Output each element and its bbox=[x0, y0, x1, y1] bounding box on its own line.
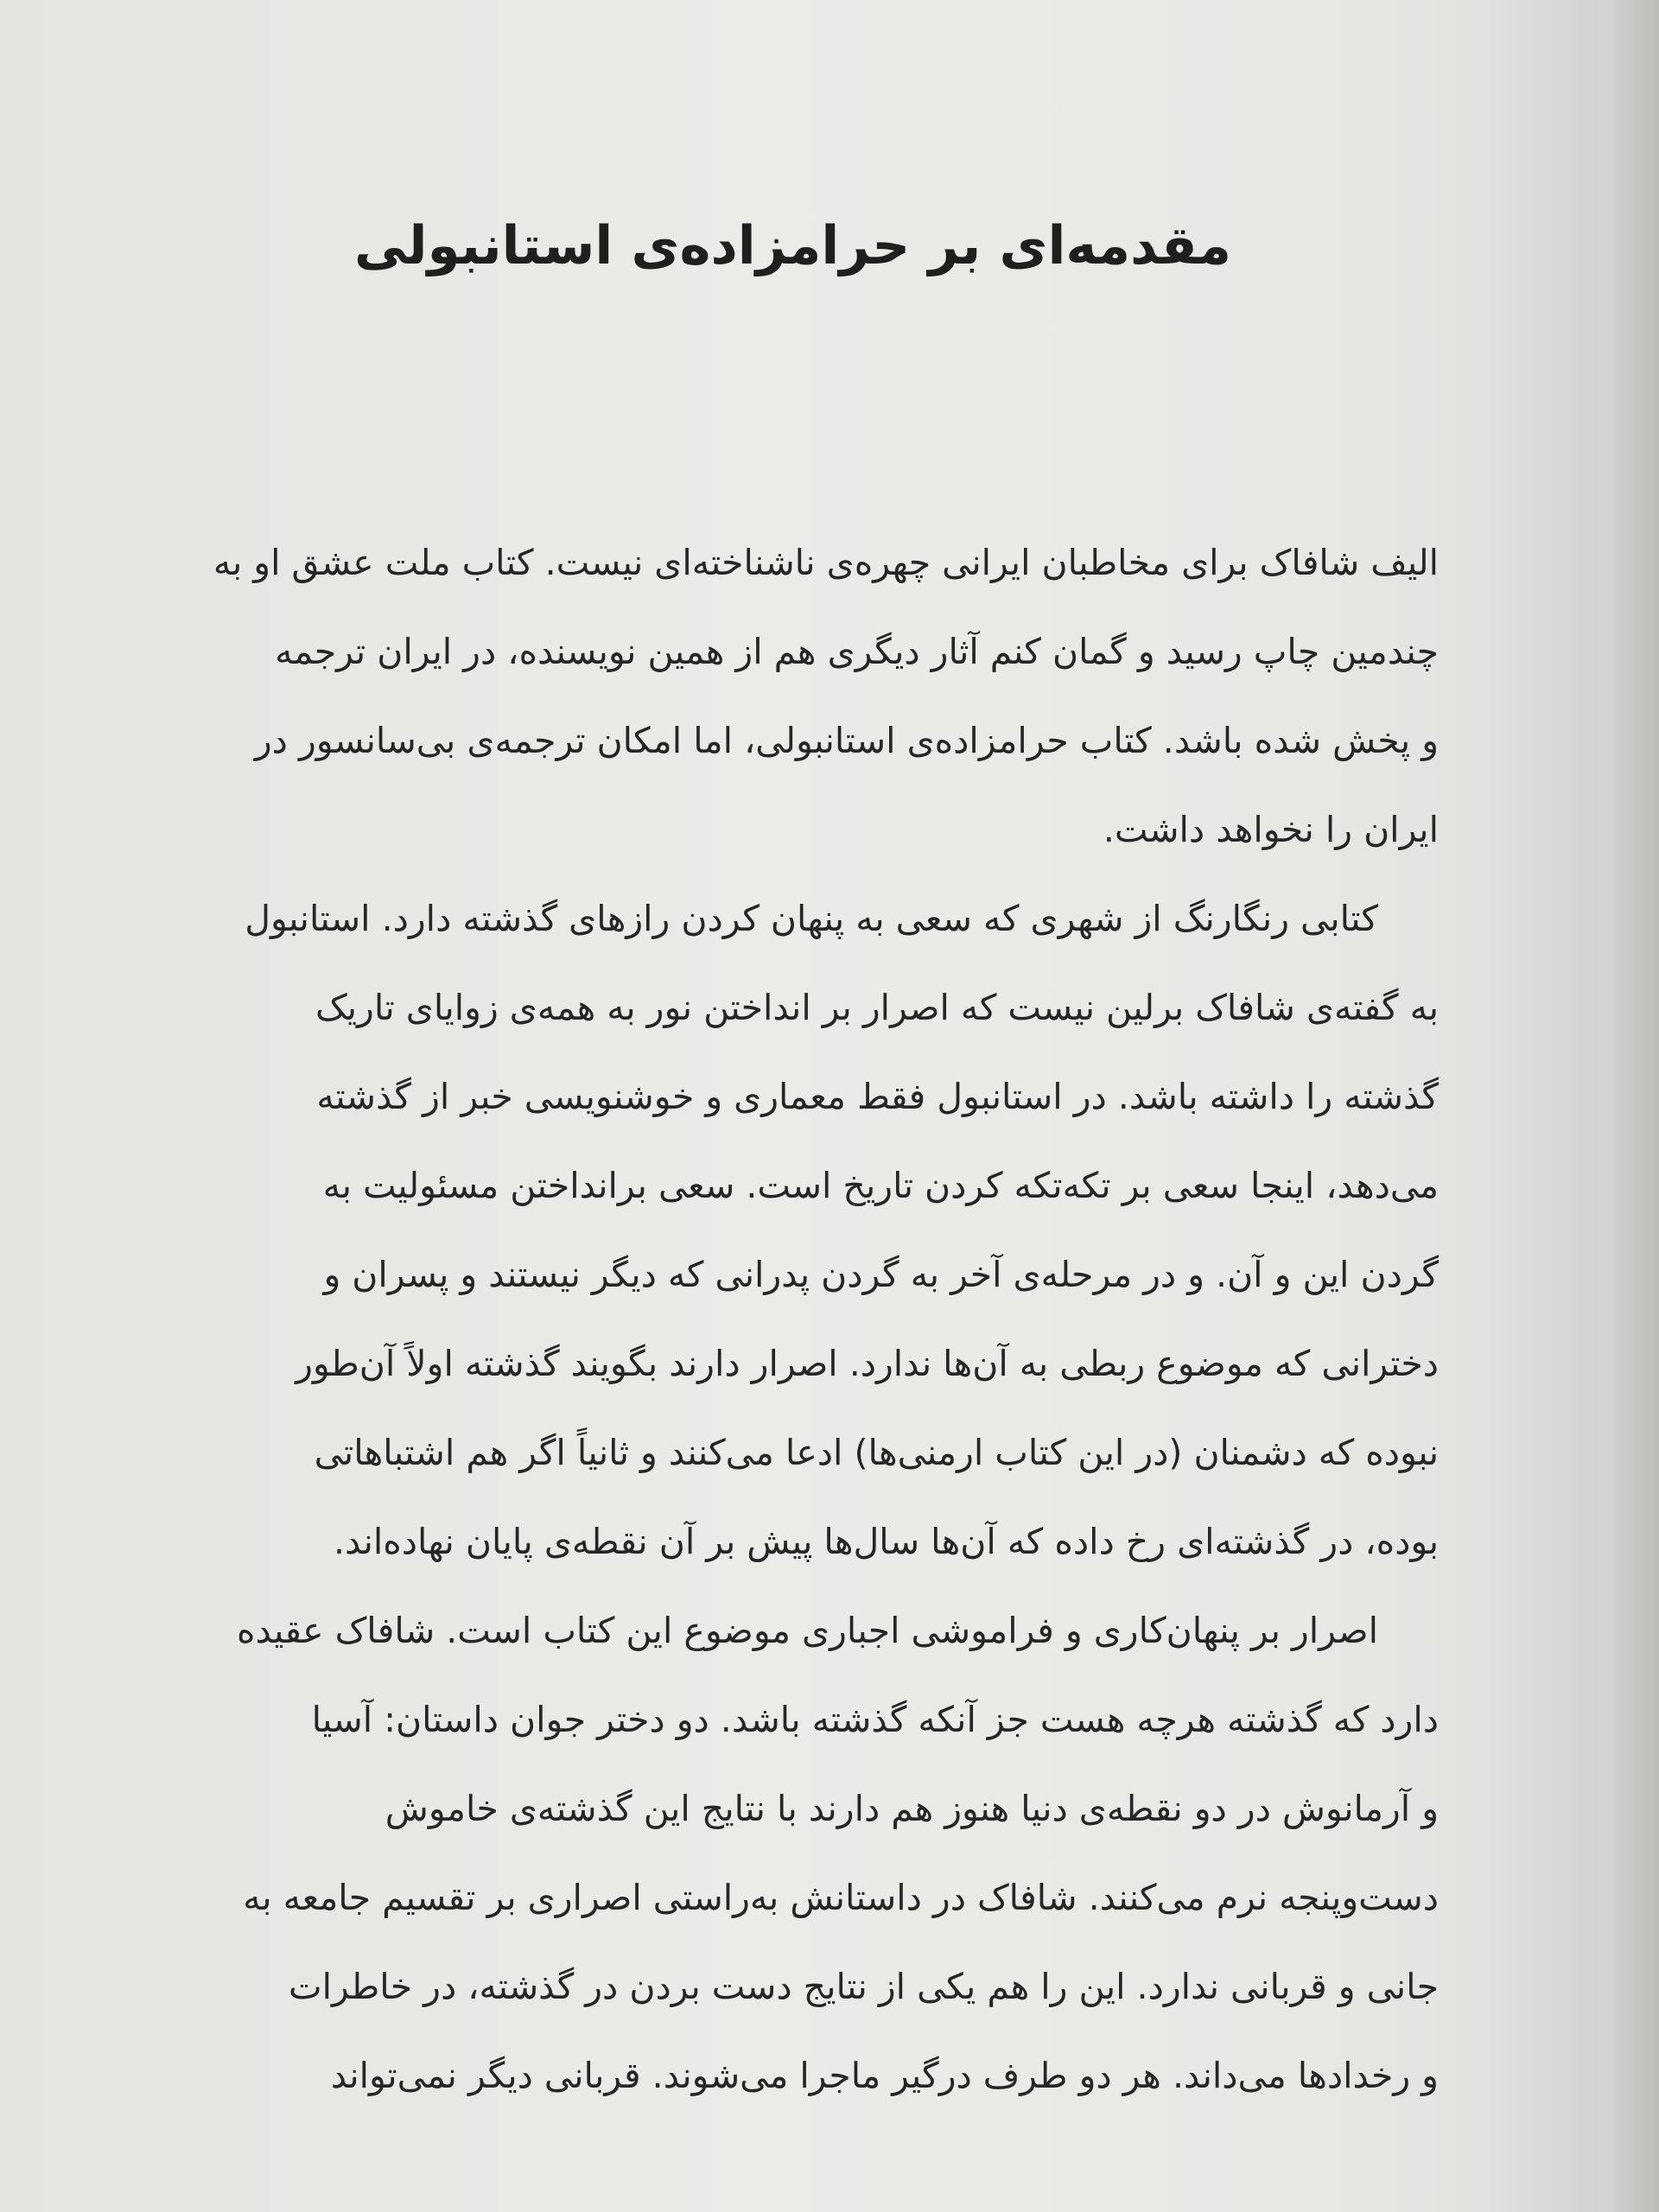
text-line: و پخش شده باشد. کتاب حرامزاده‌ی استانبولی، اما امکان ترجمه‌ی بی‌سانسور در bbox=[254, 720, 1439, 761]
text-line: چندمین چاپ رسید و گمان کنم آثار دیگری هم از همین نویسنده، در ایران ترجمه bbox=[275, 631, 1439, 672]
text-line: نبوده که دشمنان (در این کتاب ارمنی‌ها) ادعا می‌کنند و ثانیاً اگر هم اشتباهاتی bbox=[314, 1432, 1439, 1473]
text-line: گذشته را داشته باشد. در استانبول فقط معماری و خوشنویسی خبر از گذشته bbox=[316, 1076, 1439, 1117]
text-line: بوده، در گذشته‌ای رخ داده که آن‌ها سال‌ها پیش بر آن نقطه‌ی پایان نهاده‌اند. bbox=[333, 1521, 1439, 1562]
paragraph-3 bbox=[147, 1586, 1439, 2120]
text-line: دارد که گذشته هرچه هست جز آنکه گذشته باشد. دو دختر جوان داستان: آسیا bbox=[311, 1699, 1439, 1740]
text-line: ایران را نخواهد داشت. bbox=[1103, 809, 1439, 850]
text-line: جانی و قربانی ندارد. این را هم یکی از نتایج دست بردن در گذشته، در خاطرات bbox=[289, 1966, 1439, 2007]
text-line: و رخدادها می‌داند. هر دو طرف درگیر ماجرا می‌شوند. قربانی دیگر نمی‌تواند bbox=[330, 2055, 1439, 2096]
text-line: گردن این و آن. و در مرحله‌ی آخر به گردن پدرانی که دیگر نیستند و پسران و bbox=[323, 1254, 1439, 1295]
text-line: الیف شافاک برای مخاطبان ایرانی چهره‌ی ناشناخته‌ای نیست. کتاب ملت عشق او به bbox=[213, 542, 1439, 583]
chapter-title: مقدمه‌ای بر حرامزاده‌ی استانبولی bbox=[353, 215, 1232, 276]
page-content bbox=[147, 207, 1439, 2195]
paragraph-2 bbox=[147, 874, 1439, 1586]
text-line: و آرمانوش در دو نقطه‌ی دنیا هنوز هم دارند با نتایج این گذشته‌ی خاموش bbox=[385, 1788, 1439, 1829]
text-line: به گفته‌ی شافاک برلین نیست که اصرار بر انداختن نور به همه‌ی زوایای تاریک bbox=[315, 987, 1439, 1028]
text-line: می‌دهد، اینجا سعی بر تکه‌تکه کردن تاریخ است. سعی برانداختن مسئولیت به bbox=[322, 1165, 1439, 1206]
text-line: دست‌وپنجه نرم می‌کنند. شافاک در داستانش به‌راستی اصراری بر تقسیم جامعه به bbox=[243, 1877, 1439, 1918]
page-edge-shadow bbox=[1486, 0, 1659, 2212]
text-line: اصرار بر پنهان‌کاری و فراموشی اجباری موضوع این کتاب است. شافاک عقیده bbox=[236, 1610, 1378, 1651]
text-line: کتابی رنگارنگ از شهری که سعی به پنهان کردن رازهای گذشته دارد. استانبول bbox=[245, 898, 1378, 939]
text-line: دخترانی که موضوع ربطی به آن‌ها ندارد. اصرار دارند بگویند گذشته اولاً آن‌طور bbox=[296, 1343, 1439, 1384]
paragraph-1 bbox=[147, 518, 1439, 874]
